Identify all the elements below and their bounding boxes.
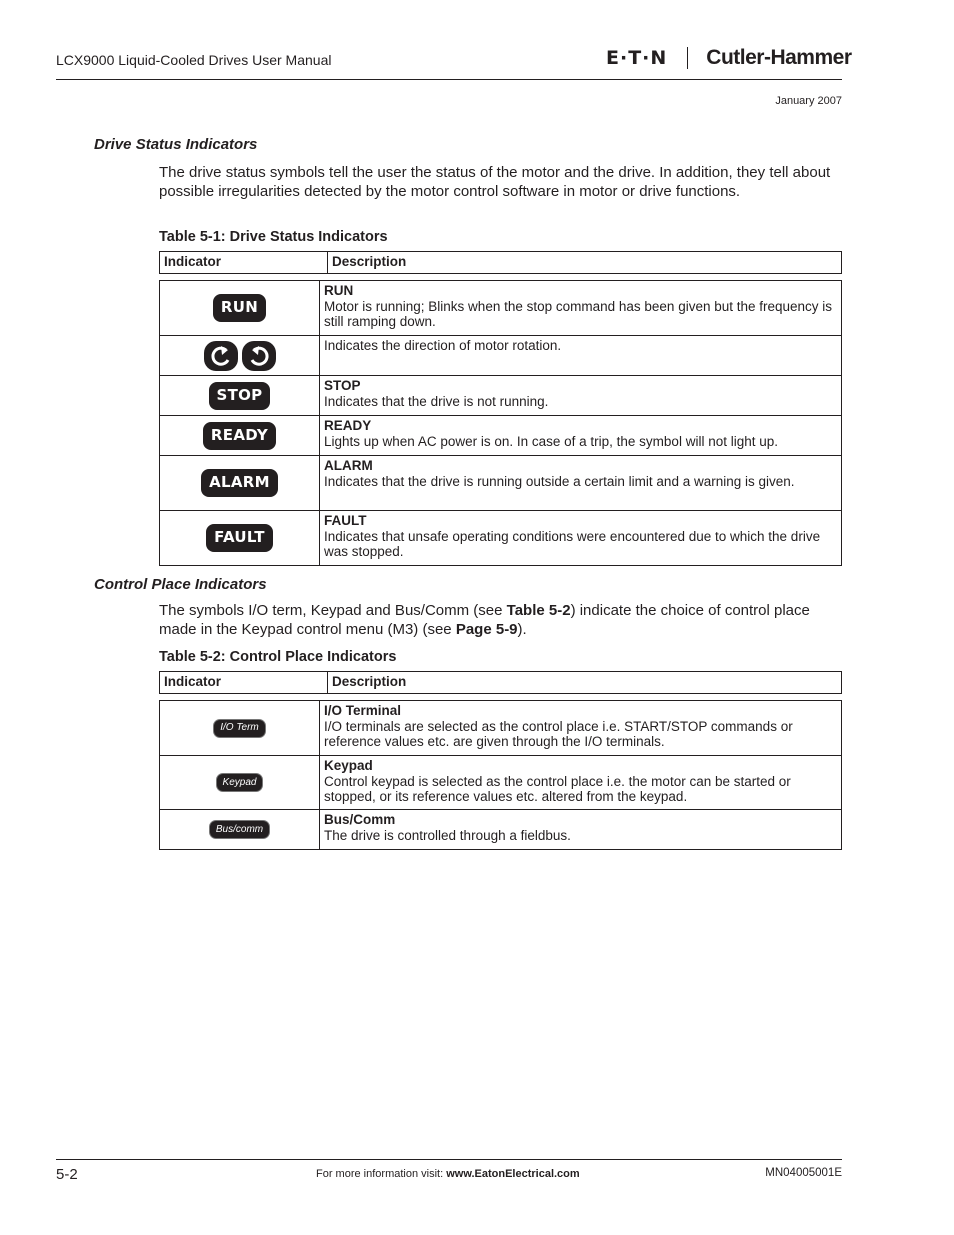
footer-info-text: For more information visit: bbox=[316, 1168, 447, 1180]
page-number: 5-2 bbox=[56, 1166, 78, 1183]
section-heading-drive-status: Drive Status Indicators bbox=[94, 136, 258, 153]
table-row bbox=[160, 336, 842, 376]
row-description: Motor is running; Blinks when the stop command has been given but the frequency is still ramping down. bbox=[324, 298, 833, 329]
table-5-2-header bbox=[159, 671, 842, 694]
row-description: Indicates that the drive is running outside a certain limit and a warning is given. bbox=[324, 473, 795, 489]
row-description: The drive is controlled through a fieldbus. bbox=[324, 827, 571, 843]
table-row bbox=[160, 511, 842, 566]
run-indicator-icon: RUN bbox=[213, 294, 266, 322]
section-heading-control-place: Control Place Indicators bbox=[94, 576, 267, 593]
row-description: Indicates that the drive is not running. bbox=[324, 393, 549, 409]
cutler-hammer-logo: Cutler-Hammer bbox=[706, 46, 852, 69]
keypad-indicator-icon: Keypad bbox=[216, 773, 264, 792]
table-reference: Table 5-2 bbox=[506, 602, 571, 619]
counterclockwise-rotation-icon bbox=[204, 341, 238, 371]
row-label: FAULT bbox=[324, 513, 367, 528]
indicator-cell bbox=[160, 336, 320, 376]
control-place-paragraph bbox=[159, 601, 849, 639]
table-row bbox=[160, 701, 842, 756]
description-cell bbox=[320, 810, 842, 850]
table-row bbox=[160, 281, 842, 336]
drive-status-paragraph: The drive status symbols tell the user the status of the motor and the drive. In addition, they tell about possible irregularities detected by the motor control software in motor or drive functions. bbox=[159, 164, 831, 200]
document-number: MN04005001E bbox=[765, 1167, 842, 1179]
description-cell bbox=[320, 281, 842, 336]
indicator-cell bbox=[160, 511, 320, 566]
description-cell bbox=[320, 456, 842, 511]
indicator-cell bbox=[160, 456, 320, 511]
table-5-1-header bbox=[159, 251, 842, 274]
stop-indicator-icon: STOP bbox=[209, 382, 271, 410]
publication-date: January 2007 bbox=[775, 95, 842, 107]
row-description: Indicates that unsafe operating conditions were encountered due to which the drive was stopped. bbox=[324, 528, 821, 559]
paragraph-text: The symbols I/O term, Keypad and Bus/Comm (see bbox=[159, 602, 507, 619]
description-cell bbox=[320, 416, 842, 456]
table-row bbox=[160, 456, 842, 511]
ready-indicator-icon: READY bbox=[203, 422, 276, 450]
io-term-indicator-icon: I/O Term bbox=[213, 719, 266, 738]
logo-divider bbox=[687, 47, 688, 69]
table-5-1-title: Table 5-1: Drive Status Indicators bbox=[159, 229, 388, 245]
table-row bbox=[160, 810, 842, 850]
table-row bbox=[160, 376, 842, 416]
indicator-cell bbox=[160, 810, 320, 850]
indicator-cell bbox=[160, 756, 320, 810]
indicator-cell bbox=[160, 281, 320, 336]
row-label: READY bbox=[324, 418, 372, 433]
brand-logo bbox=[606, 46, 852, 70]
row-description: Indicates the direction of motor rotation. bbox=[324, 338, 562, 353]
row-label: RUN bbox=[324, 283, 354, 298]
table-5-2-title: Table 5-2: Control Place Indicators bbox=[159, 649, 397, 665]
alarm-indicator-icon: ALARM bbox=[201, 469, 278, 497]
description-cell bbox=[320, 756, 842, 810]
document-title: LCX9000 Liquid-Cooled Drives User Manual bbox=[56, 52, 332, 68]
description-cell bbox=[320, 336, 842, 376]
row-label: Bus/Comm bbox=[324, 812, 396, 827]
table-row bbox=[160, 416, 842, 456]
indicator-cell bbox=[160, 416, 320, 456]
bus-comm-indicator-icon: Bus/comm bbox=[209, 820, 270, 839]
row-description: Control keypad is selected as the control place i.e. the motor can be started or stopped, or its reference values etc. altered from the keypad. bbox=[324, 773, 791, 804]
description-cell bbox=[320, 701, 842, 756]
row-label: STOP bbox=[324, 378, 361, 393]
description-cell bbox=[320, 511, 842, 566]
paragraph-text: ) indicate the choice of control place made in the Keypad control menu (M3) (see bbox=[159, 602, 810, 638]
row-label: Keypad bbox=[324, 758, 373, 773]
paragraph-text: ). bbox=[517, 621, 527, 638]
table-row bbox=[160, 756, 842, 810]
table-5-1 bbox=[159, 280, 842, 566]
table-5-2 bbox=[159, 700, 842, 850]
footer-rule bbox=[56, 1159, 842, 1160]
page-reference: Page 5-9 bbox=[455, 621, 518, 638]
website-link[interactable]: www.EatonElectrical.com bbox=[446, 1168, 580, 1180]
fault-indicator-icon: FAULT bbox=[206, 524, 273, 552]
eaton-logo: E·T·N bbox=[606, 47, 668, 69]
clockwise-rotation-icon bbox=[242, 341, 276, 371]
row-label: ALARM bbox=[324, 458, 373, 473]
header-rule bbox=[56, 79, 842, 80]
indicator-cell bbox=[160, 701, 320, 756]
row-label: I/O Terminal bbox=[324, 703, 402, 718]
column-header-indicator: Indicator bbox=[160, 252, 328, 274]
column-header-description: Description bbox=[328, 672, 842, 694]
description-cell bbox=[320, 376, 842, 416]
indicator-cell bbox=[160, 376, 320, 416]
row-description: Lights up when AC power is on. In case of a trip, the symbol will not light up. bbox=[324, 433, 778, 449]
column-header-indicator: Indicator bbox=[160, 672, 328, 694]
row-description: I/O terminals are selected as the control place i.e. START/STOP commands or reference values etc. are given through the I/O terminals. bbox=[324, 718, 793, 749]
rotation-direction-icons bbox=[204, 341, 276, 371]
column-header-description: Description bbox=[328, 252, 842, 274]
footer-info bbox=[316, 1168, 580, 1180]
